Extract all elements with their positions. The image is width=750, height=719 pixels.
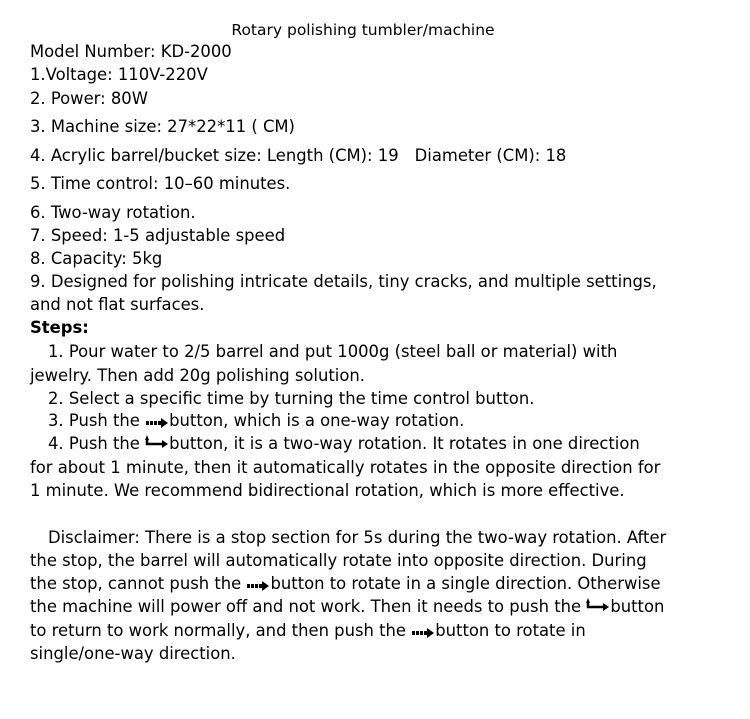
disclaimer-line-4 [30, 597, 664, 617]
spec-machine-size: 3. Machine size: 27*22*11 ( CM) [30, 117, 295, 136]
step-1: 1. Pour water to 2/5 barrel and put 1000g (steel ball or material) with [48, 342, 618, 361]
one-way-arrow-icon [246, 581, 270, 591]
step-3 [30, 411, 464, 431]
disclaimer-line-2: the stop, the barrel will automatically rotate into opposite direction. During [30, 551, 647, 570]
disclaimer-line-5 [30, 621, 586, 641]
disclaimer-line-4-start: the machine will power off and not work. Then it needs to push the [30, 597, 582, 616]
step-4 [30, 434, 640, 454]
steps-heading: Steps: [30, 318, 89, 337]
step-1-cont: jewelry. Then add 20g polishing solution. [30, 366, 365, 385]
step-4-cont: for about 1 minute, then it automatically rotates in the opposite direction for [30, 458, 661, 477]
step-4-text-start: 4. Push the [48, 434, 140, 453]
spec-voltage: 1.Voltage: 110V-220V [30, 65, 208, 84]
spec-time-control: 5. Time control: 10–60 minutes. [30, 174, 291, 193]
disclaimer-line-5-start: to return to work normally, and then push the [30, 621, 407, 640]
step-3-text-start: 3. Push the [48, 411, 140, 430]
disclaimer-line-3-start: the stop, cannot push the [30, 574, 242, 593]
model-number: Model Number: KD-2000 [30, 42, 232, 61]
spec-barrel-diameter: Diameter (CM): 18 [414, 146, 567, 165]
spec-designed-for: 9. Designed for polishing intricate details, tiny cracks, and multiple settings, [30, 272, 657, 291]
spec-barrel-length: 4. Acrylic barrel/bucket size: Length (CM): 19 [30, 146, 399, 165]
disclaimer-line-5-end: button to rotate in [435, 621, 586, 640]
one-way-arrow-icon [145, 418, 169, 428]
step-3-text-end: button, which is a one-way rotation. [169, 411, 465, 430]
spec-rotation: 6. Two-way rotation. [30, 203, 196, 222]
step-4-text-end: button, it is a two-way rotation. It rotates in one direction [169, 434, 640, 453]
spec-barrel-size [30, 146, 566, 166]
two-way-arrow-icon [586, 598, 610, 614]
spec-speed: 7. Speed: 1-5 adjustable speed [30, 226, 286, 245]
disclaimer-line-6: single/one-way direction. [30, 644, 236, 663]
document-title: Rotary polishing tumbler/machine [231, 21, 495, 39]
spec-capacity: 8. Capacity: 5kg [30, 249, 163, 268]
spec-power: 2. Power: 80W [30, 89, 148, 108]
step-4-cont-2: 1 minute. We recommend bidirectional rotation, which is more effective. [30, 481, 625, 500]
disclaimer-line-3-end: button to rotate in a single direction. Otherwise [270, 574, 661, 593]
step-2: 2. Select a specific time by turning the time control button. [48, 389, 535, 408]
one-way-arrow-icon [411, 628, 435, 638]
disclaimer-line-3 [30, 574, 661, 594]
disclaimer-line-4-end: button [610, 597, 665, 616]
disclaimer-line-1: Disclaimer: There is a stop section for 5s during the two-way rotation. After [48, 528, 667, 547]
two-way-arrow-icon [145, 435, 169, 451]
spec-designed-for-cont: and not flat surfaces. [30, 295, 205, 314]
